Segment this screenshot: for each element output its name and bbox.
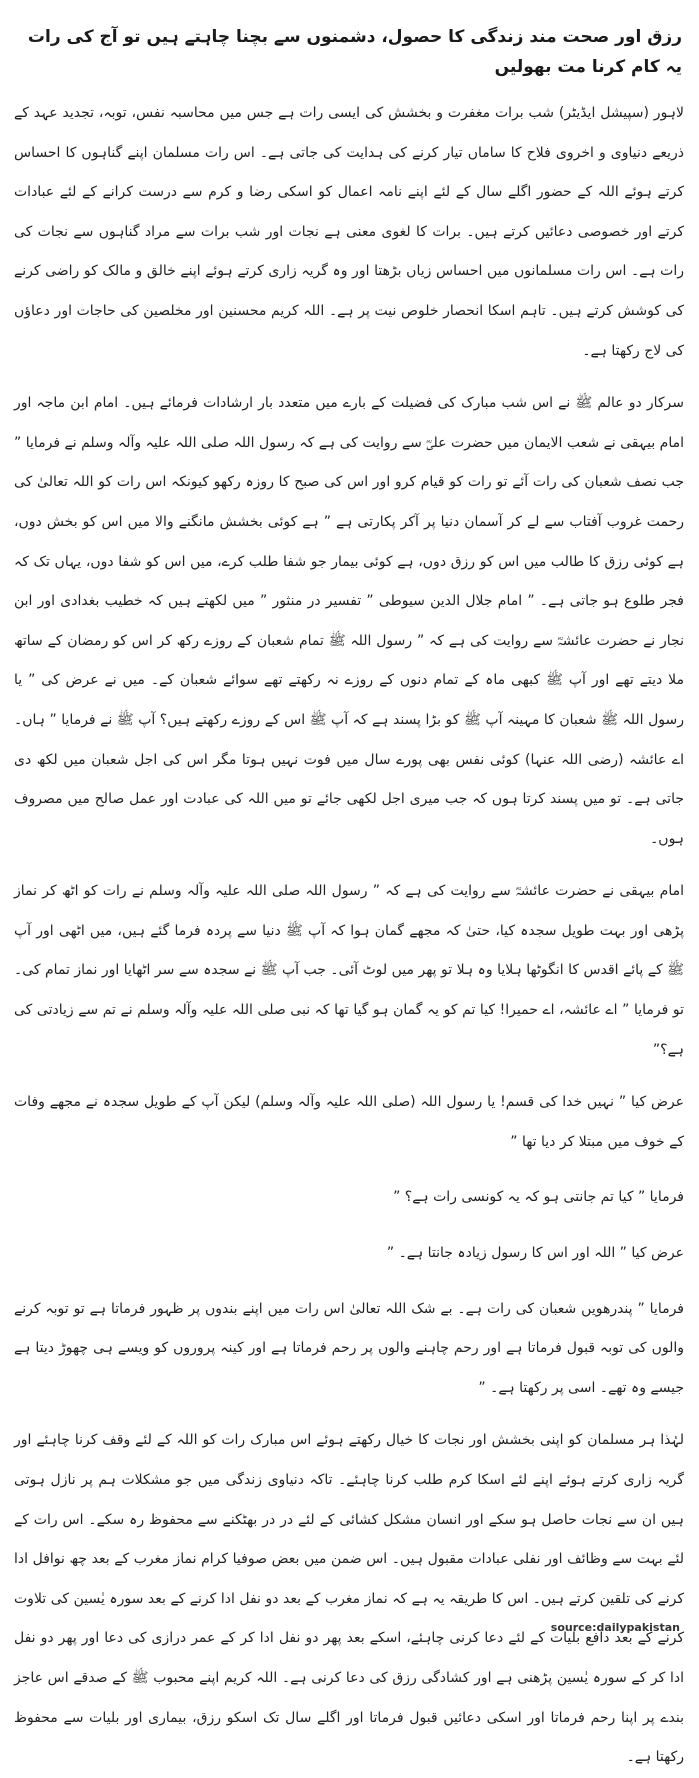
- article-paragraph-5: فرمایا ” کیا تم جانتی ہو کہ یہ کونسی رات ہے؟ ”: [393, 1189, 684, 1206]
- source-credit: source:dailypakistan: [550, 1621, 680, 1634]
- article: [14, 8, 685, 1766]
- article-headline: رزق اور صحت مند زندگی کا حصول، دشمنوں سے بچنا چاہتے ہیں تو آج کی رات یہ کام کرنا مت بھولیں: [27, 27, 682, 77]
- article-paragraph-1: لاہور (سپیشل ایڈیٹر) شب برات مغفرت و بخشش کی ایسی رات ہے جس میں محاسبہ نفس، توبہ، تجدید عہد کے ذریعے دنیاوی و اخروی فلاح کا ساماں تیار کرنے کی ہدایت کی جاتی ہے۔ اس رات مسلمان اپنے گناہوں کا احساس کرتے ہوئے اللہ کے حضور اگلے سال کے لئے اپنے نامہ اعمال کو اسکی رضا و کرم سے درست کرانے کے لئے عبادات کرتے اور خصوصی دعائیں کرتے ہیں۔ برات کا لغوی معنی ہے نجات اور شب برات سے مراد گناہوں سے نجات کی رات ہے۔ اس رات مسلمانوں میں احساس زیاں بڑھتا اور وہ گریہ زاری کرتے ہوئے اپنے خالق و مالک کو راضی کرنے کی کوشش کرتے ہیں۔ تاہم اسکا انحصار خلوص نیت پر ہے۔ اللہ کریم محسنین اور مخلصین کی حاجات اور دعاؤں کی لاج رکھتا ہے۔: [14, 105, 684, 359]
- article-paragraph-4: عرض کیا ” نہیں خدا کی قسم! یا رسول اللہ (صلی اللہ علیہ وآلہ وسلم) لیکن آپ کے طویل سجدہ نے مجھے وفات کے خوف میں مبتلا کر دیا تھا ”: [14, 1094, 684, 1150]
- article-paragraph-7: فرمایا ” پندرھویں شعبان کی رات ہے۔ بے شک اللہ تعالیٰ اس رات میں اپنے بندوں پر ظہور فرماتا ہے تو توبہ کرنے والوں کی توبہ قبول فرماتا ہے اور رحم چاہنے والوں پر رحم فرماتا ہے اور کینہ پروروں کو ویسے ہی چھوڑ دیتا ہے جیسے وہ تھے۔ اسی پر رکھتا ہے۔ ”: [14, 1300, 684, 1396]
- article-paragraph-3: امام بیہقی نے حضرت عائشہؓ سے روایت کی ہے کہ ” رسول اللہ صلی اللہ علیہ وآلہ وسلم نے رات کو اٹھ کر نماز پڑھی اور بہت طویل سجدہ کیا، حتیٰ کہ مجھے گمان ہوا کہ آپ ﷺ دنیا سے پردہ فرما گئے ہیں، میں اٹھی اور آپ ﷺ کے پائے اقدس کا انگوٹھا ہلایا وہ ہلا تو پھر میں لوٹ آئی۔ جب آپ ﷺ نے سجدہ سے سر اٹھایا اور نماز تمام کی۔ تو فرمایا ” اے عائشہ، اے حمیرا! کیا تم کو یہ گمان ہو گیا تھا کہ نبی صلی اللہ علیہ وآلہ وسلم نے تم سے زیادتی کی ہے؟”: [14, 883, 685, 1058]
- article-paragraph-8: لہٰذا ہر مسلمان کو اپنی بخشش اور نجات کا خیال رکھتے ہوئے اس مبارک رات کو اللہ کے لئے وقف کرنا چاہئے اور گریہ زاری کرتے ہوئے اپنے لئے اسکا کرم طلب کرنا چاہئے۔ تاکہ دنیاوی زندگی میں جو مشکلات ہم پر نازل ہوتی ہیں ان سے نجات حاصل ہو سکے اور انسان مشکل کشائی کے لئے در در بھٹکنے سے محفوظ رہ سکے۔ اس رات کے لئے بہت سے وظائف اور نفلی عبادات مقبول ہیں۔ اس ضمن میں بعض صوفیا کرام نماز مغرب کے بعد چھ نوافل ادا کرنے کی تلقین کرتے ہیں۔ اس کا طریقہ یہ ہے کہ نماز مغرب کے بعد دو نفل ادا کرنے کے بعد سورہ یٰسین کی تلاوت کرنے کے بعد دافع بلیات کے لئے دعا کرنی چاہئے، اسکے بعد پھر دو نفل ادا کر کے عمر درازی کی دعا اور پھر دو نفل ادا کر کے سورہ یٰسین پڑھنی ہے اور کشادگی رزق کی دعا کرنی ہے۔ اللہ کریم اپنے محبوب ﷺ کے صدقے اس عاجز بندے پر اپنا رحم فرماتا اور اسکی دعائیں قبول فرماتا اور اگلے سال تک اسکو رزق، بیماری اور بلیات سے محفوظ رکھتا ہے۔: [14, 1432, 684, 1766]
- article-paragraph-6: عرض کیا ” اللہ اور اس کا رسول زیادہ جانتا ہے۔ ”: [386, 1245, 684, 1262]
- article-paragraph-2: سرکار دو عالم ﷺ نے اس شب مبارک کی فضیلت کے بارے میں متعدد بار ارشادات فرمائے ہیں۔ امام ابن ماجہ اور امام بیہقی نے شعب الایمان میں حضرت علیؓ سے روایت کی ہے کہ رسول اللہ صلی اللہ علیہ وآلہ وسلم نے فرمایا ” جب نصف شعبان کی رات آئے تو رات کو قیام کرو اور اس کی صبح کا روزہ رکھو کیونکہ اس رات کو اللہ تعالیٰ کی رحمت غروب آفتاب سے لے کر آسمان دنیا پر آکر پکارتی ہے ” ہے کوئی بخشش مانگنے والا میں اس کو بخش دوں، ہے کوئی رزق کا طالب میں اس کو رزق دوں، ہے کوئی بیمار جو شفا طلب کرے، میں اس کو شفا دوں، یہاں تک کہ فجر طلوع ہو جاتی ہے۔ ” امام جلال الدین سیوطی ” تفسیر در منثور ” میں لکھتے ہیں کہ خطیب بغدادی اور ابن نجار نے حضرت عائشہؓ سے روایت کی ہے کہ ” رسول اللہ ﷺ تمام شعبان کے روزے رکھ کر اس کو رمضان کے ساتھ ملا دیتے تھے اور آپ ﷺ کبھی ماہ کے تمام دنوں کے روزے نہ رکھتے تھے سوائے شعبان کے۔ میں نے عرض کی ” یا رسول اللہ ﷺ شعبان کا مہینہ آپ ﷺ کو بڑا پسند ہے کہ آپ ﷺ اس کے روزے رکھتے ہیں؟ آپ ﷺ نے فرمایا ” ہاں۔ اے عائشہ (رضی اللہ عنہا) کوئی نفس بھی پورے سال میں فوت نہیں ہوتا مگر اس کی اجل شعبان میں لکھ دی جاتی ہے۔ تو میں پسند کرتا ہوں کہ جب میری اجل لکھی جائے تو میں اللہ کی عبادت اور عمل صالح میں مصروف ہوں۔: [14, 395, 684, 847]
